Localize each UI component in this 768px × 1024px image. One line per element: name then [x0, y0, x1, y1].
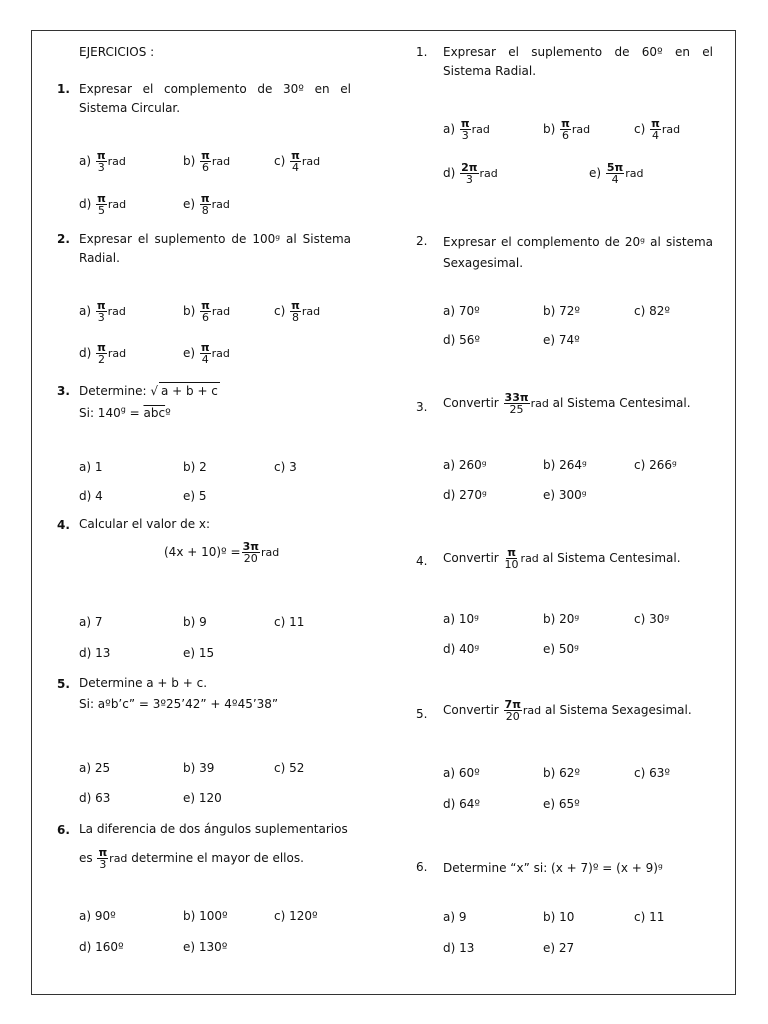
option-b: b) 100º — [183, 909, 228, 923]
option-d: d) 64º — [443, 797, 481, 811]
problem-number: 1. — [416, 45, 428, 59]
option-b: b) 72º — [543, 304, 581, 318]
option-b: b) 20ᵍ — [543, 612, 580, 626]
problem-number: 4. — [57, 518, 70, 532]
option-a: a) 260ᵍ — [443, 458, 487, 472]
option-d: d) 270ᵍ — [443, 488, 487, 502]
problem-stem: Expresar el complemento de 30º en el Sistema Circular. — [79, 82, 351, 115]
problem-stem: Calcular el valor de x: — [79, 517, 211, 531]
problem-stem: Determine: √ a + b + c — [79, 384, 218, 398]
problem-stem: Determine “x” si: (x + 7)º = (x + 9)ᵍ — [443, 861, 663, 875]
problem-number: 6. — [57, 823, 70, 837]
problem-equation: (4x + 10)º = $\frac{3\pi}{20}$ rad — [164, 540, 280, 565]
option-d: d) 63 — [79, 791, 111, 805]
option-d: d) 13 — [79, 646, 111, 660]
option-c: c) 52 — [274, 761, 305, 775]
option-a: a) 25 — [79, 761, 111, 775]
option-a: a) 10ᵍ — [443, 612, 479, 626]
option-c: c) 82º — [634, 304, 671, 318]
option-c: c) $\frac{\pi}{4}$ rad — [634, 117, 681, 142]
option-a: a) 60º — [443, 766, 480, 780]
problem-number: 3. — [57, 384, 70, 398]
option-b: b) 62º — [543, 766, 581, 780]
problem-number: 2. — [416, 234, 428, 248]
option-b: b) $\frac{\pi}{6}$ rad — [183, 299, 231, 324]
problem-stem: Expresar el suplemento de 60º en el Sistema Radial. — [443, 45, 713, 78]
option-a: a) 7 — [79, 615, 103, 629]
problem-condition: Si: aºb’c” = 3º25’42” + 4º45’38” — [79, 697, 279, 711]
option-e: e) 120 — [183, 791, 222, 805]
option-a: a) $\frac{\pi}{3}$ rad — [443, 117, 490, 142]
option-c: c) 63º — [634, 766, 671, 780]
option-d: d) 56º — [443, 333, 481, 347]
option-a: a) 1 — [79, 460, 103, 474]
option-d: d) 13 — [443, 941, 475, 955]
problem-stem: Convertir $\frac{\pi}{10}$ rad al Sistema Centesimal. — [443, 546, 681, 571]
problem-condition: Si: $140^g$ = $\overline{abc}º$ — [79, 405, 171, 420]
option-e: e) 300ᵍ — [543, 488, 587, 502]
option-a: a) 90º — [79, 909, 116, 923]
problem-stem: La diferencia de dos ángulos suplementarios — [79, 822, 348, 836]
option-e: e) 27 — [543, 941, 575, 955]
option-d: d) $\frac{2\pi}{3}$ rad — [443, 161, 498, 186]
option-e: e) 65º — [543, 797, 580, 811]
option-e: e) 15 — [183, 646, 215, 660]
problem-number: 6. — [416, 860, 428, 874]
problem-number: 3. — [416, 400, 428, 414]
problem-stem: Convertir $\frac{7\pi}{20}$ rad al Sistema Sexagesimal. — [443, 698, 692, 723]
problem-stem: Convertir $\frac{33\pi}{25}$ rad al Sistema Centesimal. — [443, 391, 691, 416]
option-b: b) 264ᵍ — [543, 458, 587, 472]
option-c: c) $\frac{\pi}{8}$ rad — [274, 299, 321, 324]
option-e: e) 74º — [543, 333, 580, 347]
option-c: c) 266ᵍ — [634, 458, 677, 472]
option-d: d) 160º — [79, 940, 124, 954]
option-d: d) 40ᵍ — [443, 642, 480, 656]
problem-number: 2. — [57, 232, 70, 246]
option-c: c) 30ᵍ — [634, 612, 670, 626]
option-d: d) $\frac{\pi}{5}$ rad — [79, 192, 127, 217]
option-e: e) $\frac{\pi}{8}$ rad — [183, 192, 230, 217]
option-c: c) 11 — [634, 910, 665, 924]
option-b: b) $\frac{\pi}{6}$ rad — [183, 149, 231, 174]
option-b: b) 10 — [543, 910, 575, 924]
problem-stem: Expresar el suplemento de 100ᵍ al Sistema Radial. — [79, 232, 351, 265]
problem-number: 5. — [416, 707, 428, 721]
problem-number: 4. — [416, 554, 428, 568]
option-a: a) 70º — [443, 304, 480, 318]
problem-condition: es $\frac{\pi}{3}$ rad determine el mayor de ellos. — [79, 846, 304, 871]
option-e: e) 130º — [183, 940, 228, 954]
option-c: c) 3 — [274, 460, 297, 474]
option-d: d) $\frac{\pi}{2}$ rad — [79, 341, 127, 366]
problem-stem: Expresar el complemento de 20ᵍ al sistema Sexagesimal. — [443, 235, 713, 270]
option-c: c) $\frac{\pi}{4}$ rad — [274, 149, 321, 174]
option-b: b) 2 — [183, 460, 207, 474]
option-e: e) $\frac{\pi}{4}$ rad — [183, 341, 230, 366]
option-e: e) $\frac{5\pi}{4}$ rad — [589, 161, 644, 186]
option-c: c) 11 — [274, 615, 305, 629]
problem-stem: Determine a + b + c. — [79, 676, 208, 690]
option-a: a) 9 — [443, 910, 467, 924]
option-c: c) 120º — [274, 909, 318, 923]
option-a: a) $\frac{\pi}{3}$ rad — [79, 149, 126, 174]
problem-number: 5. — [57, 677, 70, 691]
option-b: b) 39 — [183, 761, 215, 775]
option-e: e) 50ᵍ — [543, 642, 580, 656]
option-b: b) $\frac{\pi}{6}$ rad — [543, 117, 591, 142]
option-a: a) $\frac{\pi}{3}$ rad — [79, 299, 126, 324]
option-e: e) 5 — [183, 489, 207, 503]
option-b: b) 9 — [183, 615, 207, 629]
option-d: d) 4 — [79, 489, 103, 503]
problem-number: 1. — [57, 82, 70, 96]
exercises-header: EJERCICIOS : — [79, 45, 155, 59]
